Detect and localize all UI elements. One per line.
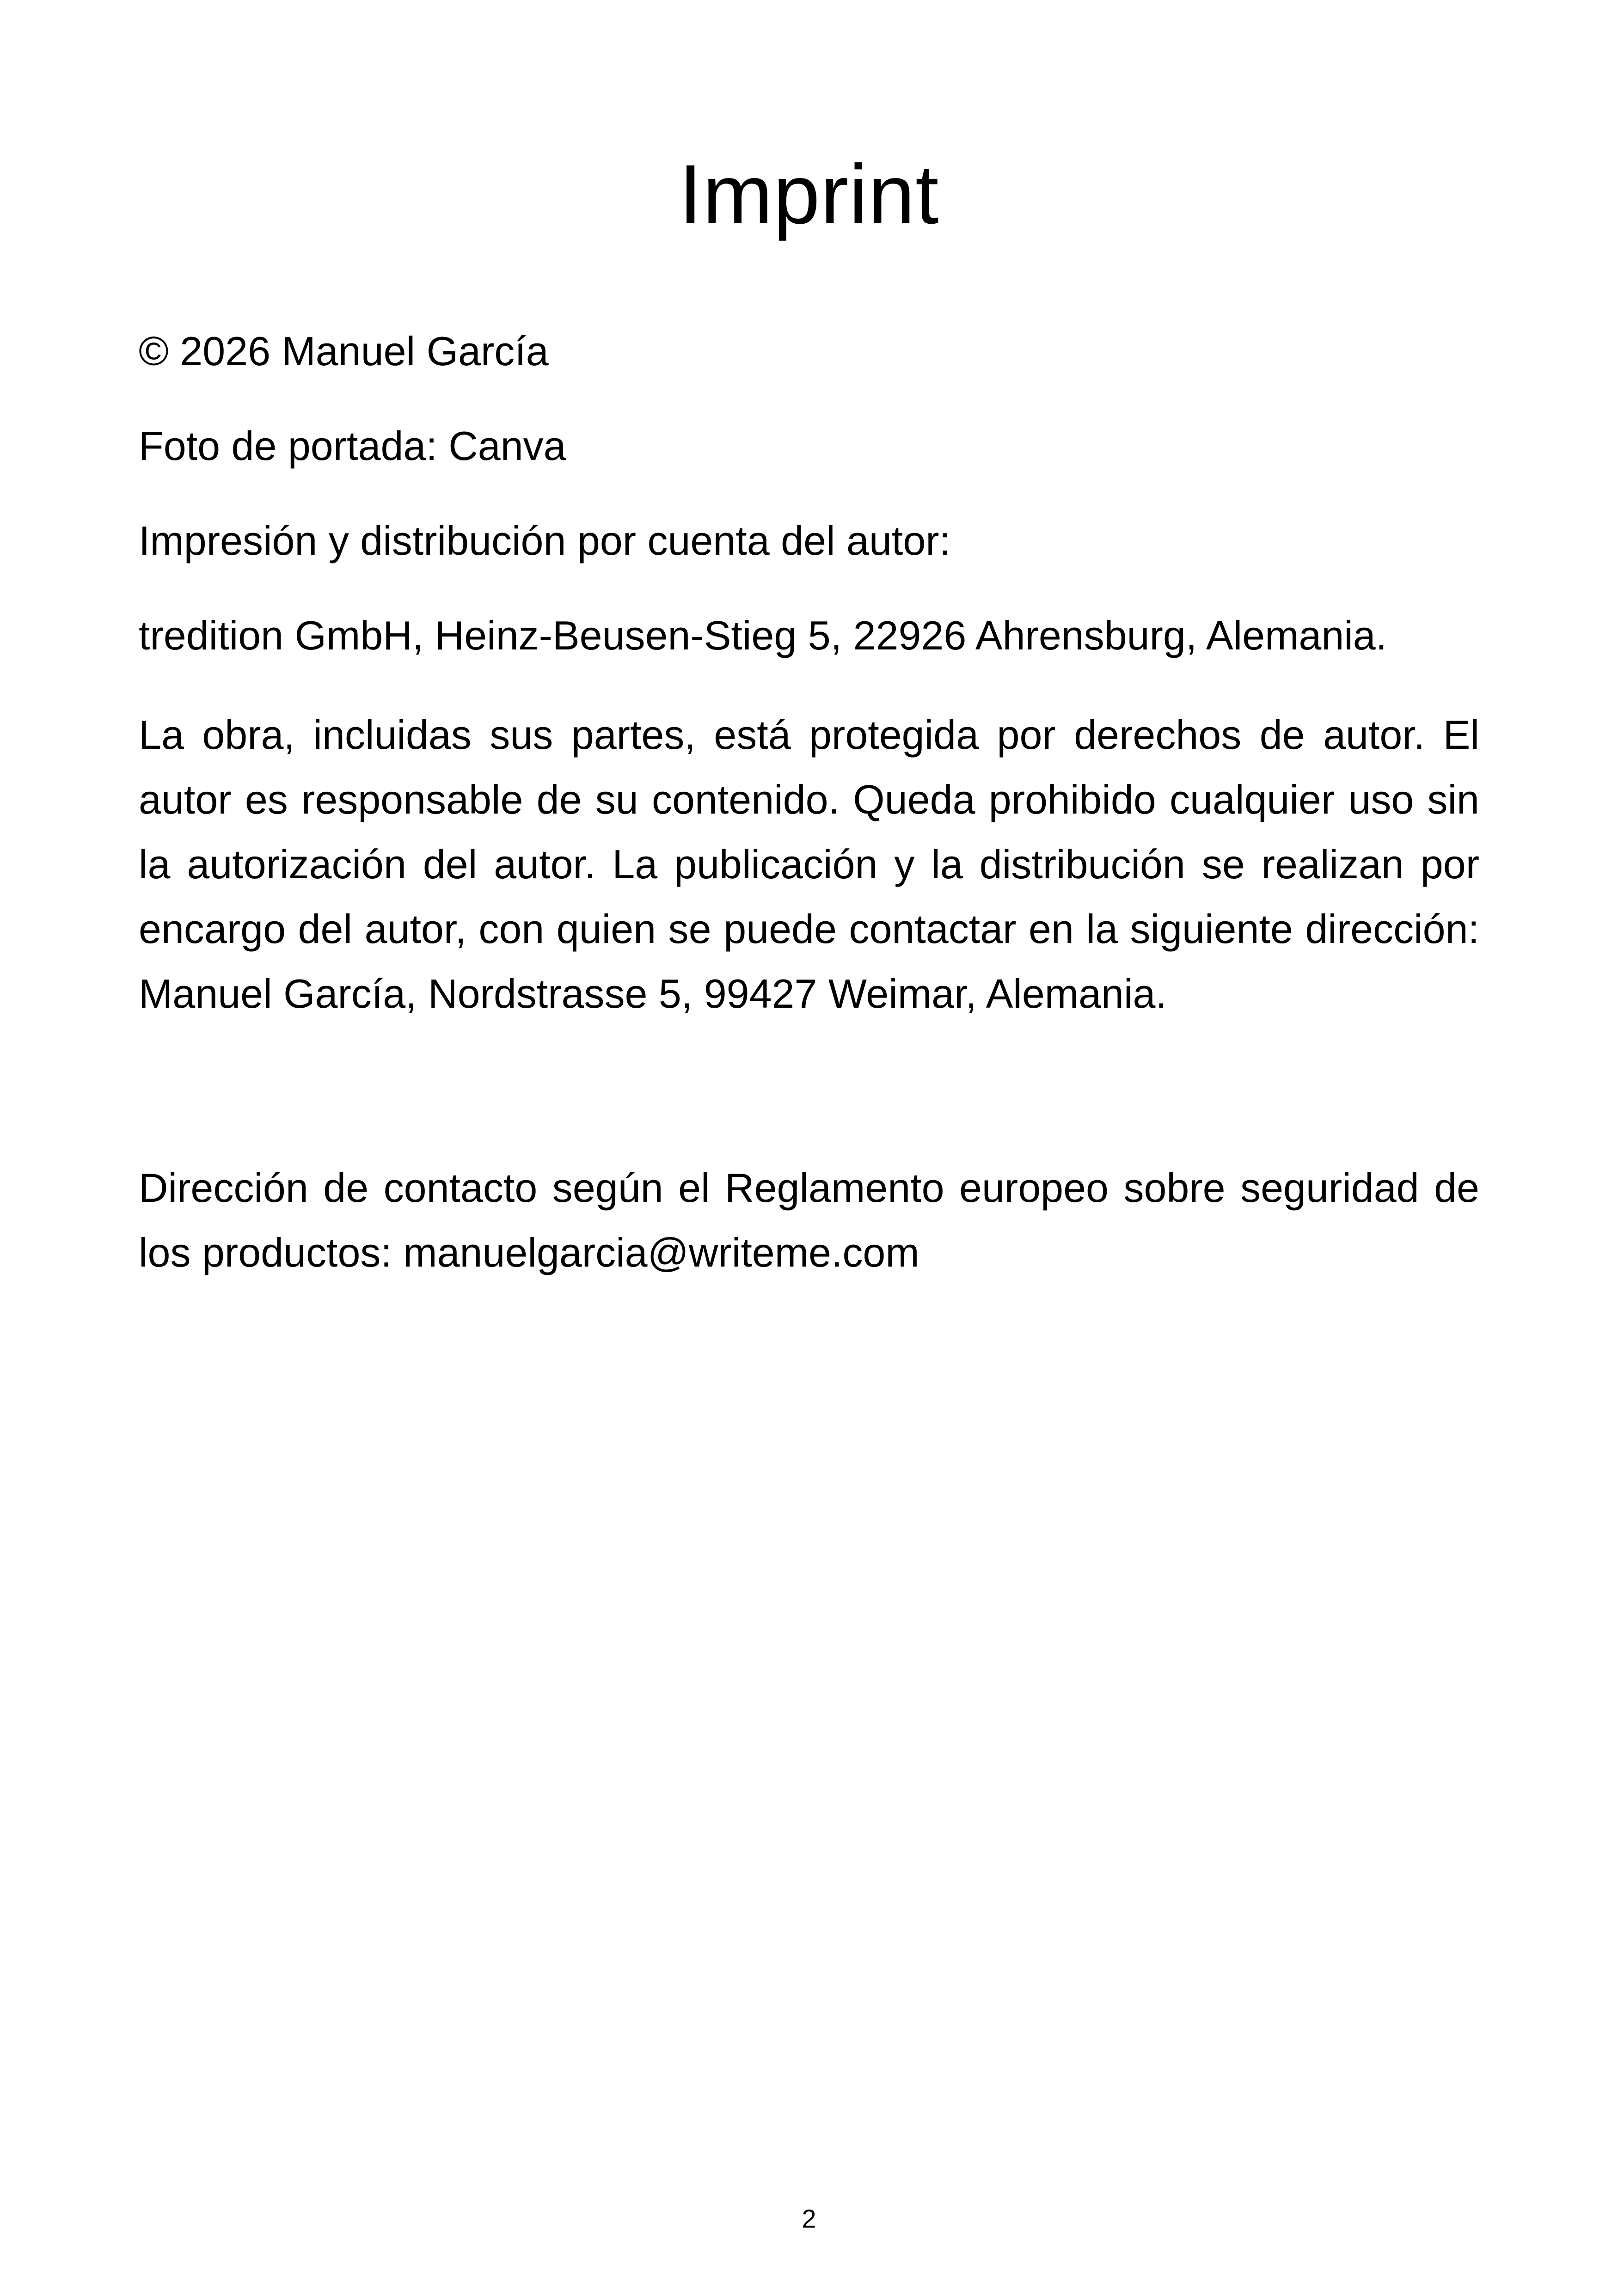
contact-paragraph: Dirección de contacto según el Reglamento europeo sobre seguridad de los productos: manuelgarcia@writeme.com bbox=[139, 1165, 1479, 1275]
printing-note: Impresión y distribución por cuenta del autor: bbox=[139, 518, 951, 563]
copyright-line: © 2026 Manuel García bbox=[139, 328, 549, 374]
printer-address: tredition GmbH, Heinz-Beusen-Stieg 5, 22926 Ahrensburg, Alemania. bbox=[139, 612, 1387, 658]
page-title: Imprint bbox=[679, 147, 939, 241]
page-number: 2 bbox=[802, 2204, 816, 2233]
legal-paragraph: La obra, incluidas sus partes, está protegida por derechos de autor. El autor es responsable de su contenido. Queda prohibido cualquier uso sin la autorización del autor. La publicación y la distribución se realizan por encargo del autor, con quien se puede contactar en la siguiente dirección: Manuel García, Nordstrasse 5, 99427 Weimar, Alemania. bbox=[139, 712, 1479, 1016]
cover-photo-credit: Foto de portada: Canva bbox=[139, 423, 566, 469]
